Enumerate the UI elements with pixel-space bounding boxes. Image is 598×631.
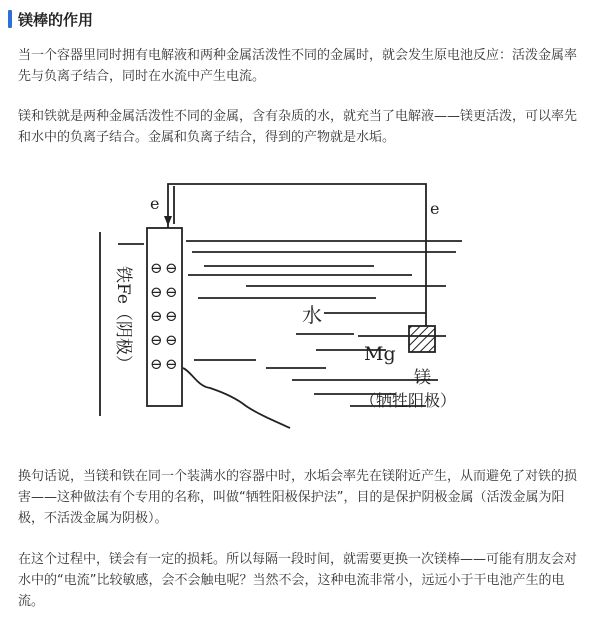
iron-ion: ⊖ <box>165 307 178 325</box>
heading-accent-bar <box>8 10 12 28</box>
paragraph-current-safety: 在这个过程中，镁会有一定的损耗。所以每隔一段时间，就需要更换一次镁棒——可能有朋友会对水中的“电流”比较敏感，会不会触电呢？当然不会，这种电流非常小，远远小于干电池产生的电流。 <box>18 552 578 609</box>
iron-cathode-label: 铁Fe（阴极） <box>113 266 133 372</box>
iron-ion: ⊖ <box>150 307 163 325</box>
magnesium-symbol: Mg <box>364 343 396 365</box>
paragraph-mg-fe: 镁和铁就是两种金属活泼性不同的金属，含有杂质的水，就充当了电解液——镁更活泼，可以率先和水中的负离子结合。金属和负离子结合，得到的产物就是水垢。 <box>18 109 578 145</box>
iron-ion: ⊖ <box>165 259 178 277</box>
water-label: 水 <box>302 303 322 327</box>
sacrificial-anode-label: （牺牲阳极） <box>360 391 457 410</box>
electron-label-left: e <box>150 194 160 213</box>
electron-label-right: e <box>430 199 440 218</box>
section-heading <box>8 8 93 30</box>
iron-ion: ⊖ <box>150 259 163 277</box>
iron-ion: ⊖ <box>150 331 163 349</box>
iron-ion: ⊖ <box>150 283 163 301</box>
paragraph-sacrificial-anode: 换句话说，当镁和铁在同一个装满水的容器中时，水垢会率先在镁附近产生，从而避免了对铁的损害——这种做法有个专用的名称，叫做“牺牲阳极保护法”，目的是保护阴极金属（活泼金属为阳极，不活泼金属为阴极）。 <box>18 469 578 526</box>
magnesium-block <box>409 326 435 352</box>
iron-ion: ⊖ <box>150 355 163 373</box>
iron-ion: ⊖ <box>165 331 178 349</box>
section-title: 镁棒的作用 <box>18 10 94 29</box>
paragraph-intro: 当一个容器里同时拥有电解液和两种金属活泼性不同的金属时，就会发生原电池反应：活泼金属率先与负离子结合，同时在水流中产生电流。 <box>18 48 578 84</box>
iron-ion: ⊖ <box>165 283 178 301</box>
magnesium-char: 镁 <box>414 368 431 388</box>
iron-ion: ⊖ <box>165 355 178 373</box>
sacrificial-anode-diagram <box>86 176 476 440</box>
